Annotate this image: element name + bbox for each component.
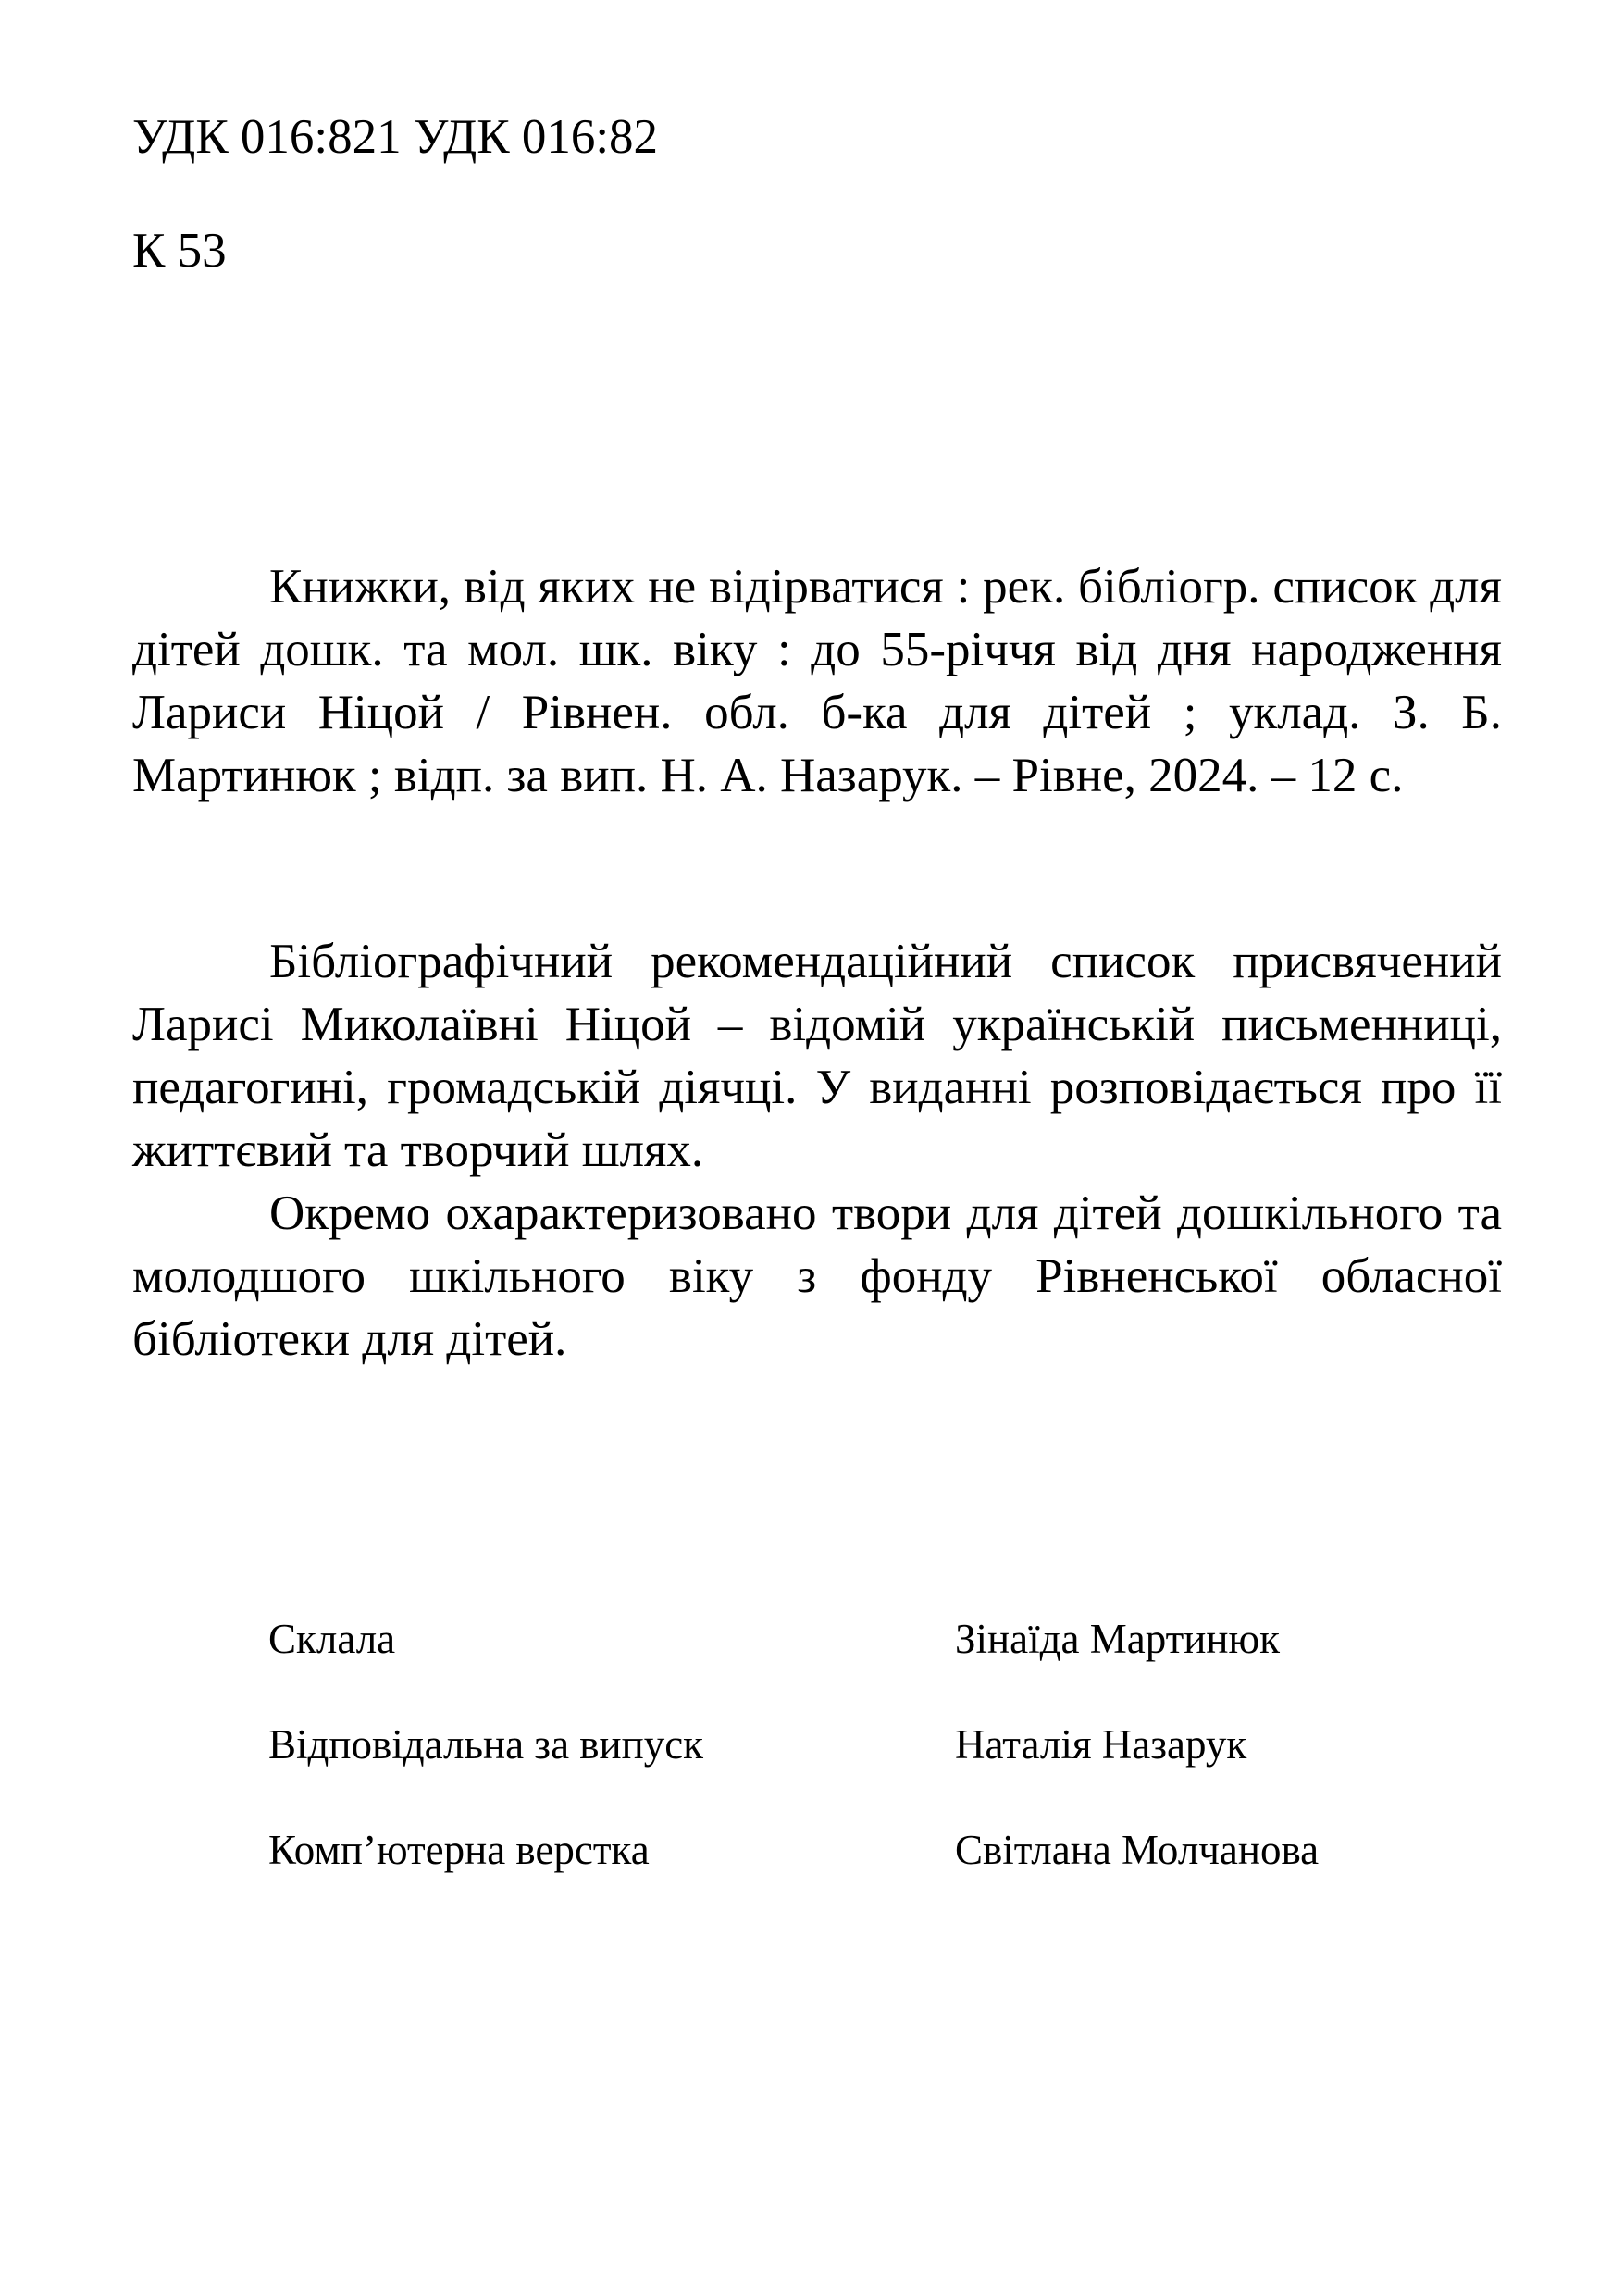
annotation	[132, 930, 1502, 1371]
bibliographic-record	[132, 555, 1502, 807]
credit-role: Склала	[268, 1616, 396, 1662]
annotation-paragraph-2: Окремо охарактеризовано твори для дітей дошкільного та молодшого шкільного віку з фонду Рівненської обласної бібліотеки для дітей.	[132, 1186, 1502, 1366]
credit-name: Світлана Молчанова	[955, 1827, 1320, 1873]
credit-row-compiler	[268, 1615, 1471, 1720]
credit-name: Наталія Назарук	[955, 1721, 1247, 1768]
author-mark: К 53	[132, 224, 227, 278]
credit-name: Зінаїда Мартинюк	[955, 1616, 1280, 1662]
credits-list	[268, 1615, 1471, 1931]
bibliographic-record-text: Книжки, від яких не відірватися : рек. бібліогр. список для дітей дошк. та мол. шк. віку : до 55-річчя від дня народження Лариси Ніцой / Рівнен. обл. б-ка для дітей ; уклад. З. Б. Мартинюк ; відп. за вип. Н. А. Назарук. – Рівне, 2024. – 12 с.	[132, 560, 1502, 802]
credit-row-responsible	[268, 1720, 1471, 1826]
udc-code: УДК 016:821 УДК 016:82	[132, 110, 659, 164]
credit-row-layout	[268, 1826, 1471, 1931]
annotation-paragraph-1: Бібліографічний рекомендаційний список присвячений Ларисі Миколаївні Ніцой – відомій українській письменниці, педагогині, громадській діячці. У виданні розповідається про її життєвий та творчий шлях.	[132, 935, 1502, 1177]
credit-role: Комп’ютерна верстка	[268, 1827, 650, 1873]
credit-role: Відповідальна за випуск	[268, 1721, 704, 1768]
